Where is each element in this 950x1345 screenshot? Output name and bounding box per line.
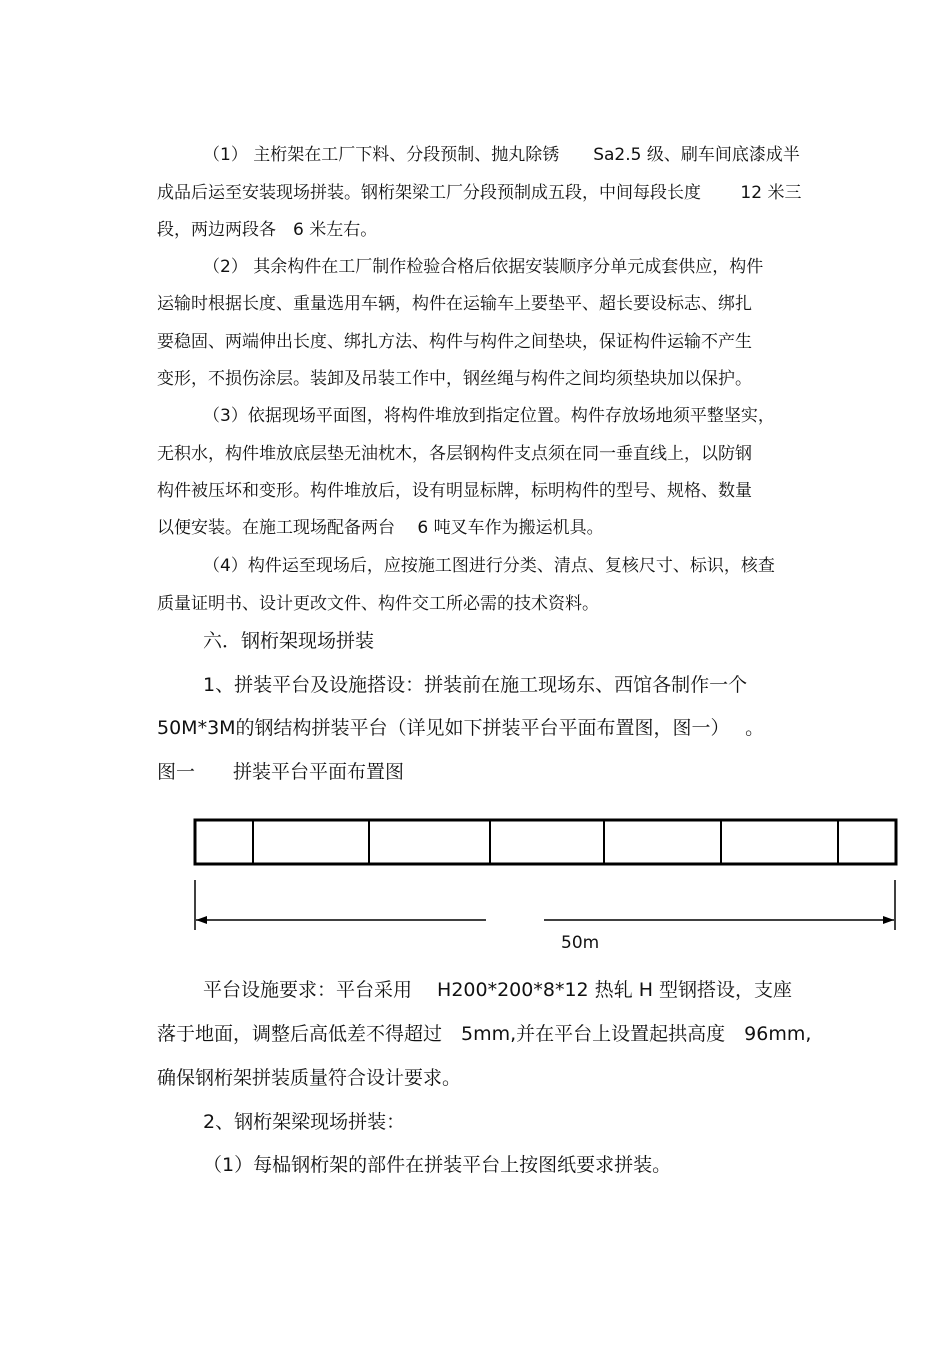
paragraph-4-line-2: 质量证明书、设计更改文件、构件交工所必需的技术资料。 [157, 594, 599, 614]
paragraph-3-line-1: （3）依据现场平面图，将构件堆放到指定位置。构件存放场地须平整坚实， [203, 406, 775, 426]
item-2-subitem-1: （1）每榀钢桁架的部件在拼装平台上按图纸要求拼装。 [203, 1154, 672, 1176]
paragraph-1-line-3: 段，两边两段各 6 米左右。 [157, 220, 378, 240]
paragraph-2-line-2: 运输时根据长度、重量选用车辆，构件在运输车上要垫平、超长要设标志、绑扎 [157, 294, 752, 314]
paragraph-2-line-1: （2） 其余构件在工厂制作检验合格后依据安装顺序分单元成套供应，构件 [203, 257, 764, 277]
paragraph-1-line-1: （1） 主桁架在工厂下料、分段预制、抛丸除锈 Sa2.5 级、刷车间底漆成半 [203, 145, 800, 165]
paragraph-2-line-4: 变形，不损伤涂层。装卸及吊装工作中，钢丝绳与构件之间均须垫块加以保护。 [157, 369, 752, 389]
requirement-line-2: 落于地面，调整后高低差不得超过 5mm,并在平台上设置起拱高度 96mm, [157, 1023, 812, 1045]
item-2-heading: 2、钢桁架梁现场拼装： [203, 1111, 406, 1133]
requirement-line-1: 平台设施要求：平台采用 H200*200*8*12 热轧 H 型钢搭设，支座 [203, 979, 793, 1001]
dimension-label: 50m [561, 933, 600, 953]
section-title: 六．钢桁架现场拼装 [203, 630, 375, 652]
paragraph-4-line-1: （4）构件运至现场后，应按施工图进行分类、清点、复核尺寸、标识，核查 [203, 556, 775, 576]
platform-outline [195, 820, 896, 864]
paragraph-1-line-2: 成品后运至安装现场拼装。钢桁架梁工厂分段预制成五段，中间每段长度 12 米三 [157, 183, 802, 203]
paragraph-3-line-2: 无积水，构件堆放底层垫无油枕木，各层钢构件支点须在同一垂直线上，以防钢 [157, 444, 752, 464]
item-1-line-1: 1、拼装平台及设施搭设：拼装前在施工现场东、西馆各制作一个 [203, 674, 748, 696]
paragraph-3-line-3: 构件被压坏和变形。构件堆放后，设有明显标牌，标明构件的型号、规格、数量 [157, 481, 752, 501]
dimension-arrow-left-icon [196, 916, 207, 924]
requirement-line-3: 确保钢桁架拼装质量符合设计要求。 [157, 1067, 462, 1089]
paragraph-2-line-3: 要稳固、两端伸出长度、绑扎方法、构件与构件之间垫块，保证构件运输不产生 [157, 332, 752, 352]
figure-caption: 图一 拼装平台平面布置图 [157, 761, 405, 783]
item-1-line-2: 50M*3M的钢结构拼装平台（详见如下拼装平台平面布置图，图一） 。 [157, 717, 765, 739]
dimension-arrow-right-icon [883, 916, 894, 924]
paragraph-3-line-4: 以便安装。在施工现场配备两台 6 吨叉车作为搬运机具。 [157, 518, 604, 538]
